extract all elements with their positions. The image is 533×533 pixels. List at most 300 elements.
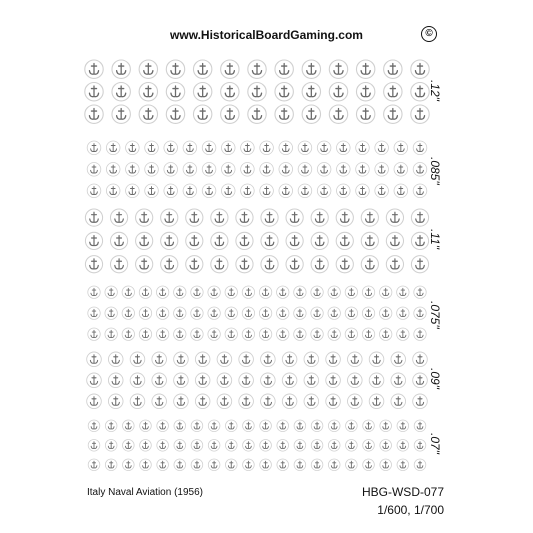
anchor-roundel-icon [87,373,102,388]
anchor-roundel-icon [105,307,117,319]
anchor-roundel-icon [260,141,274,155]
anchor-roundel-icon [277,440,289,452]
anchor-roundel-icon [145,141,159,155]
anchor-roundel-icon [193,83,211,101]
anchor-roundel-icon [282,394,297,409]
anchor-roundel-icon [248,105,266,123]
anchor-roundel-icon [328,328,340,340]
anchor-roundel-icon [225,328,237,340]
anchor-roundel-icon [208,440,220,452]
anchor-roundel-icon [311,256,328,273]
anchor-roundel-icon [345,307,357,319]
anchor-roundel-icon [386,256,403,273]
anchor-roundel-icon [105,420,117,432]
anchor-roundel-icon [126,163,140,177]
anchor-roundel-icon [130,352,145,367]
anchor-roundel-icon [286,256,303,273]
anchor-roundel-icon [166,105,184,123]
anchor-roundel-icon [157,420,169,432]
anchor-roundel-icon [183,184,197,198]
anchor-roundel-icon [112,60,130,78]
anchor-roundel-icon [195,352,210,367]
anchor-roundel-icon [298,163,312,177]
anchor-roundel-icon [261,352,276,367]
anchor-roundel-icon [164,184,178,198]
anchor-roundel-icon [329,60,347,78]
anchor-roundel-icon [317,141,331,155]
anchor-roundel-icon [221,83,239,101]
anchor-roundel-icon [414,420,426,432]
anchor-roundel-icon [375,163,389,177]
anchor-roundel-icon [277,459,289,471]
anchor-roundel-icon [152,373,167,388]
anchor-roundel-icon [208,459,220,471]
anchor-roundel-icon [336,232,353,249]
anchor-roundel-icon [363,440,375,452]
anchor-roundel-icon [311,440,323,452]
anchor-roundel-icon [186,256,203,273]
anchor-roundel-icon [394,141,408,155]
anchor-roundel-icon [202,163,216,177]
anchor-roundel-icon [260,184,274,198]
anchor-roundel-icon [286,232,303,249]
anchor-roundel-icon [286,209,303,226]
anchor-roundel-icon [221,184,235,198]
anchor-roundel-icon [397,459,409,471]
anchor-roundel-icon [186,232,203,249]
anchor-roundel-icon [411,83,429,101]
anchor-roundel-icon [139,286,151,298]
anchor-roundel-icon [161,232,178,249]
anchor-roundel-icon [260,163,274,177]
anchor-roundel-icon [87,352,102,367]
anchor-roundel-icon [384,105,402,123]
anchor-roundel-icon [183,163,197,177]
anchor-roundel-icon [369,352,384,367]
anchor-roundel-icon [329,83,347,101]
anchor-roundel-icon [166,83,184,101]
anchor-roundel-icon [139,83,157,101]
anchor-roundel-icon [413,184,427,198]
product-code: HBG-WSD-077 [361,485,444,499]
anchor-roundel-icon [241,184,255,198]
anchor-roundel-icon [211,209,228,226]
anchor-roundel-icon [243,420,255,432]
anchor-roundel-icon [259,286,271,298]
anchor-roundel-icon [166,60,184,78]
anchor-roundel-icon [411,232,428,249]
anchor-roundel-icon [164,141,178,155]
anchor-roundel-icon [294,440,306,452]
anchor-roundel-icon [328,420,340,432]
anchor-roundel-icon [110,256,127,273]
anchor-roundel-icon [136,232,153,249]
anchor-roundel-icon [191,307,203,319]
anchor-roundel-icon [87,184,101,198]
decal-section [87,141,427,198]
anchor-roundel-icon [105,328,117,340]
anchor-roundel-icon [183,141,197,155]
anchor-roundel-icon [157,459,169,471]
anchor-roundel-icon [174,394,189,409]
anchor-roundel-icon [236,209,253,226]
anchor-roundel-icon [88,286,100,298]
anchor-roundel-icon [414,459,426,471]
anchor-roundel-icon [275,105,293,123]
anchor-roundel-icon [145,184,159,198]
anchor-roundel-icon [236,256,253,273]
anchor-roundel-icon [108,373,123,388]
anchor-roundel-icon [345,286,357,298]
anchor-roundel-icon [384,83,402,101]
anchor-roundel-icon [275,60,293,78]
anchor-roundel-icon [85,83,103,101]
anchor-roundel-icon [328,307,340,319]
anchor-roundel-icon [221,105,239,123]
anchor-roundel-icon [243,440,255,452]
anchor-roundel-icon [380,459,392,471]
anchor-roundel-icon [112,105,130,123]
decal-section [88,286,426,340]
anchor-roundel-icon [242,307,254,319]
anchor-roundel-icon [193,105,211,123]
website-header: www.HistoricalBoardGaming.com [170,28,363,42]
anchor-roundel-icon [277,307,289,319]
anchor-roundel-icon [248,83,266,101]
anchor-roundel-icon [413,373,428,388]
anchor-roundel-icon [317,163,331,177]
anchor-roundel-icon [191,328,203,340]
anchor-roundel-icon [311,420,323,432]
anchor-roundel-icon [122,286,134,298]
anchor-roundel-icon [363,459,375,471]
anchor-roundel-icon [304,352,319,367]
anchor-roundel-icon [413,394,428,409]
anchor-roundel-icon [191,440,203,452]
anchor-roundel-icon [140,420,152,432]
anchor-roundel-icon [164,163,178,177]
anchor-roundel-icon [239,394,254,409]
anchor-roundel-icon [122,307,134,319]
anchor-roundel-icon [397,440,409,452]
anchor-roundel-icon [346,420,358,432]
anchor-roundel-icon [221,141,235,155]
anchor-roundel-icon [88,420,100,432]
anchor-roundel-icon [85,60,103,78]
anchor-roundel-icon [156,307,168,319]
anchor-roundel-icon [208,328,220,340]
anchor-roundel-icon [329,105,347,123]
anchor-roundel-icon [260,459,272,471]
anchor-roundel-icon [356,184,370,198]
anchor-roundel-icon [139,60,157,78]
decal-section [85,60,429,123]
anchor-roundel-icon [413,141,427,155]
anchor-roundel-icon [375,141,389,155]
anchor-roundel-icon [326,373,341,388]
anchor-roundel-icon [202,141,216,155]
anchor-roundel-icon [380,420,392,432]
anchor-roundel-icon [326,394,341,409]
decal-size-label: .085" [428,157,442,185]
anchor-roundel-icon [326,352,341,367]
anchor-roundel-icon [208,286,220,298]
anchor-roundel-icon [136,209,153,226]
sheet-title: Italy Naval Aviation (1956) [87,487,203,498]
anchor-roundel-icon [261,394,276,409]
anchor-roundel-icon [397,307,409,319]
anchor-roundel-icon [248,60,266,78]
anchor-roundel-icon [397,420,409,432]
anchor-roundel-icon [186,209,203,226]
anchor-roundel-icon [260,420,272,432]
anchor-roundel-icon [294,328,306,340]
anchor-roundel-icon [191,459,203,471]
anchor-roundel-icon [294,286,306,298]
anchor-roundel-icon [136,256,153,273]
anchor-roundel-icon [336,209,353,226]
decal-size-label: .09" [428,368,442,390]
anchor-roundel-icon [239,352,254,367]
anchor-roundel-icon [156,328,168,340]
anchor-roundel-icon [161,209,178,226]
decal-section [88,420,426,471]
decal-section [87,352,428,409]
decal-size-label: .07" [428,433,442,455]
anchor-roundel-icon [379,328,391,340]
anchor-roundel-icon [225,286,237,298]
anchor-roundel-icon [282,373,297,388]
anchor-roundel-icon [88,459,100,471]
anchor-roundel-icon [174,373,189,388]
anchor-roundel-icon [362,286,374,298]
anchor-roundel-icon [122,328,134,340]
anchor-roundel-icon [362,328,374,340]
anchor-roundel-icon [191,420,203,432]
anchor-roundel-icon [311,328,323,340]
anchor-roundel-icon [174,459,186,471]
anchor-roundel-icon [110,232,127,249]
anchor-roundel-icon [260,440,272,452]
anchor-roundel-icon [174,307,186,319]
anchor-roundel-icon [346,459,358,471]
anchor-roundel-icon [126,141,140,155]
anchor-roundel-icon [363,420,375,432]
anchor-roundel-icon [261,373,276,388]
anchor-roundel-icon [356,60,374,78]
anchor-roundel-icon [126,184,140,198]
anchor-roundel-icon [242,286,254,298]
anchor-roundel-icon [195,394,210,409]
anchor-roundel-icon [208,420,220,432]
anchor-roundel-icon [208,307,220,319]
anchor-roundel-icon [87,394,102,409]
anchor-roundel-icon [140,459,152,471]
anchor-roundel-icon [375,184,389,198]
anchor-roundel-icon [336,184,350,198]
anchor-roundel-icon [411,105,429,123]
anchor-roundel-icon [294,307,306,319]
anchor-roundel-icon [261,209,278,226]
anchor-roundel-icon [294,420,306,432]
anchor-roundel-icon [304,394,319,409]
anchor-roundel-icon [391,352,406,367]
anchor-roundel-icon [328,459,340,471]
anchor-roundel-icon [193,60,211,78]
anchor-roundel-icon [110,209,127,226]
anchor-roundel-icon [275,83,293,101]
anchor-roundel-icon [161,256,178,273]
anchor-roundel-icon [105,286,117,298]
anchor-roundel-icon [85,232,102,249]
anchor-roundel-icon [87,141,101,155]
anchor-roundel-icon [411,209,428,226]
anchor-roundel-icon [379,286,391,298]
anchor-roundel-icon [394,184,408,198]
anchor-roundel-icon [414,307,426,319]
anchor-roundel-icon [394,163,408,177]
anchor-roundel-icon [85,209,102,226]
anchor-roundel-icon [261,256,278,273]
anchor-roundel-icon [221,163,235,177]
anchor-roundel-icon [336,141,350,155]
anchor-roundel-icon [413,352,428,367]
anchor-roundel-icon [123,420,135,432]
anchor-roundel-icon [304,373,319,388]
anchor-roundel-icon [152,352,167,367]
anchor-roundel-icon [217,373,232,388]
anchor-roundel-icon [108,352,123,367]
anchor-roundel-icon [279,141,293,155]
anchor-roundel-icon [139,307,151,319]
anchor-roundel-icon [311,459,323,471]
anchor-roundel-icon [261,232,278,249]
anchor-roundel-icon [88,440,100,452]
anchor-roundel-icon [221,60,239,78]
anchor-roundel-icon [130,394,145,409]
anchor-roundel-icon [411,256,428,273]
anchor-roundel-icon [282,352,297,367]
anchor-roundel-icon [356,105,374,123]
anchor-roundel-icon [195,373,210,388]
anchor-roundel-icon [380,440,392,452]
decal-size-label: .12" [428,79,442,101]
anchor-roundel-icon [239,373,254,388]
anchor-roundel-icon [328,286,340,298]
anchor-roundel-icon [145,163,159,177]
anchor-roundel-icon [156,286,168,298]
anchor-roundel-icon [311,286,323,298]
anchor-roundel-icon [85,105,103,123]
anchor-roundel-icon [130,373,145,388]
anchor-roundel-icon [174,440,186,452]
anchor-roundel-icon [356,163,370,177]
anchor-roundel-icon [328,440,340,452]
anchor-roundel-icon [279,163,293,177]
anchor-roundel-icon [225,459,237,471]
anchor-roundel-icon [259,307,271,319]
anchor-roundel-icon [298,184,312,198]
anchor-roundel-icon [123,459,135,471]
anchor-roundel-icon [225,420,237,432]
anchor-roundel-icon [106,163,120,177]
anchor-roundel-icon [356,141,370,155]
anchor-roundel-icon [384,60,402,78]
anchor-roundel-icon [414,440,426,452]
anchor-roundel-icon [174,420,186,432]
anchor-roundel-icon [277,420,289,432]
anchor-roundel-icon [311,307,323,319]
anchor-roundel-icon [217,352,232,367]
anchor-roundel-icon [217,394,232,409]
anchor-roundel-icon [413,163,427,177]
anchor-roundel-icon [414,328,426,340]
anchor-roundel-icon [298,141,312,155]
anchor-roundel-icon [277,328,289,340]
anchor-roundel-icon [311,209,328,226]
anchor-roundel-icon [311,232,328,249]
anchor-roundel-icon [139,328,151,340]
copyright-symbol: © [421,26,437,42]
anchor-roundel-icon [152,394,167,409]
anchor-roundel-icon [346,440,358,452]
anchor-roundel-icon [174,286,186,298]
anchor-roundel-icon [302,105,320,123]
anchor-roundel-icon [356,83,374,101]
anchor-roundel-icon [414,286,426,298]
anchor-roundel-icon [361,209,378,226]
anchor-roundel-icon [386,232,403,249]
anchor-roundel-icon [87,163,101,177]
anchor-roundel-icon [279,184,293,198]
anchor-roundel-icon [85,256,102,273]
anchor-roundel-icon [336,256,353,273]
anchor-roundel-icon [108,394,123,409]
anchor-roundel-icon [348,394,363,409]
anchor-roundel-icon [202,184,216,198]
anchor-roundel-icon [88,328,100,340]
anchor-roundel-icon [294,459,306,471]
anchor-roundel-icon [241,163,255,177]
anchor-roundel-icon [139,105,157,123]
anchor-roundel-icon [302,83,320,101]
anchor-roundel-icon [361,232,378,249]
anchor-roundel-icon [88,307,100,319]
anchor-roundel-icon [242,328,254,340]
anchor-roundel-icon [174,328,186,340]
anchor-roundel-icon [225,307,237,319]
anchor-roundel-icon [106,141,120,155]
anchor-roundel-icon [157,440,169,452]
anchor-roundel-icon [211,232,228,249]
anchor-roundel-icon [106,184,120,198]
anchor-roundel-icon [302,60,320,78]
decal-size-label: .11" [428,228,442,249]
anchor-roundel-icon [241,141,255,155]
anchor-roundel-icon [397,286,409,298]
anchor-roundel-icon [225,440,237,452]
anchor-roundel-icon [236,232,253,249]
anchor-roundel-icon [369,373,384,388]
anchor-roundel-icon [140,440,152,452]
anchor-roundel-icon [336,163,350,177]
anchor-roundel-icon [259,328,271,340]
anchor-roundel-icon [211,256,228,273]
anchor-roundel-icon [191,286,203,298]
anchor-roundel-icon [112,83,130,101]
anchor-roundel-icon [243,459,255,471]
anchor-roundel-icon [348,373,363,388]
